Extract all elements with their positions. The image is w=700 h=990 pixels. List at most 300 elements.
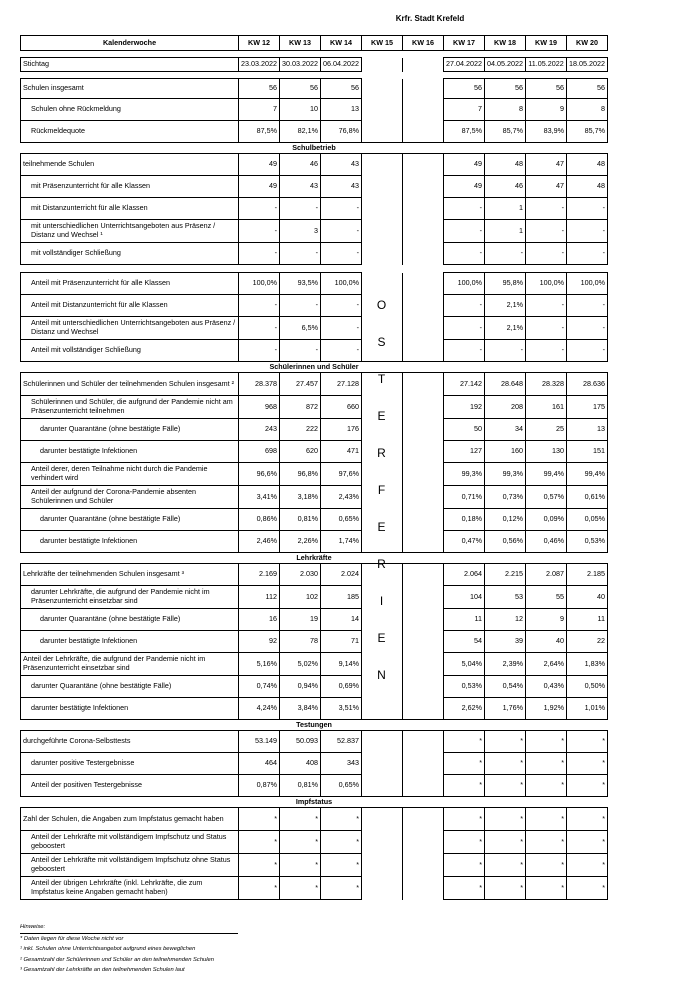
table-row (21, 463, 608, 486)
spacer-cell (526, 51, 567, 58)
value-cell: 2,62% (444, 698, 485, 720)
table-row (21, 220, 608, 243)
holiday-cell (403, 273, 444, 295)
value-cell: * (567, 775, 608, 797)
value-cell: 82,1% (280, 121, 321, 143)
row-label: Anteil der Lehrkräfte, die aufgrund der Pandemie nicht im Präsenzunterricht einsetzbar sind (21, 653, 239, 676)
spacer-cell (21, 51, 239, 58)
value-cell: 54 (444, 631, 485, 653)
table-row (21, 877, 608, 900)
holiday-cell (362, 753, 403, 775)
value-cell: 87,5% (444, 121, 485, 143)
value-cell: 2.024 (321, 564, 362, 586)
stichtag-label: Stichtag (21, 58, 239, 72)
value-cell: 43 (280, 176, 321, 198)
section-title: Schulbetrieb (21, 143, 608, 154)
week-header: KW 19 (526, 36, 567, 51)
weekly-statistics-table (20, 35, 608, 900)
week-header: KW 16 (403, 36, 444, 51)
value-cell: * (485, 731, 526, 753)
value-cell: 40 (526, 631, 567, 653)
value-cell: 0,87% (239, 775, 280, 797)
value-cell: 0,65% (321, 509, 362, 531)
value-cell: * (485, 753, 526, 775)
stichtag-date: 18.05.2022 (567, 58, 608, 72)
table-row (21, 631, 608, 653)
value-cell: 176 (321, 419, 362, 441)
value-cell: * (485, 877, 526, 900)
value-cell: 2,1% (485, 317, 526, 340)
value-cell: 1,83% (567, 653, 608, 676)
value-cell: 408 (280, 753, 321, 775)
holiday-cell (403, 564, 444, 586)
value-cell: 2.087 (526, 564, 567, 586)
value-cell: - (485, 243, 526, 265)
holiday-cell (362, 808, 403, 831)
holiday-letter: E (377, 409, 386, 423)
value-cell: - (239, 198, 280, 220)
table-row (21, 79, 608, 99)
value-cell: 185 (321, 586, 362, 609)
value-cell: 2,64% (526, 653, 567, 676)
stichtag-date: 27.04.2022 (444, 58, 485, 72)
value-cell: 160 (485, 441, 526, 463)
spacer-cell (567, 265, 608, 273)
table-row (21, 373, 608, 396)
row-label: darunter Quarantäne (ohne bestätigte Fälle) (21, 509, 239, 531)
spacer-cell (485, 51, 526, 58)
spacer-cell (567, 51, 608, 58)
value-cell: 28.328 (526, 373, 567, 396)
section-title: Testungen (21, 720, 608, 731)
value-cell: 3,51% (321, 698, 362, 720)
value-cell: 83,9% (526, 121, 567, 143)
value-cell: * (485, 831, 526, 854)
spacer-cell (403, 51, 444, 58)
value-cell: * (321, 877, 362, 900)
spacer-cell (362, 51, 403, 58)
week-header: KW 20 (567, 36, 608, 51)
holiday-letter: I (379, 594, 384, 608)
holiday-cell (403, 154, 444, 176)
value-cell: 56 (239, 79, 280, 99)
holiday-cell (403, 121, 444, 143)
value-cell: * (239, 831, 280, 854)
holiday-letter: S (377, 335, 386, 349)
spacer-cell (280, 51, 321, 58)
value-cell: 12 (485, 609, 526, 631)
spacer-row (21, 72, 608, 79)
row-label: Anteil mit unterschiedlichen Unterrichtsangeboten aus Präsenz / Distanz und Wechsel (21, 317, 239, 340)
value-cell: 151 (567, 441, 608, 463)
holiday-cell (362, 198, 403, 220)
table-row (21, 831, 608, 854)
value-cell: * (280, 877, 321, 900)
header-label: Kalenderwoche (21, 36, 239, 51)
value-cell: - (444, 198, 485, 220)
value-cell: 48 (567, 176, 608, 198)
value-cell: 127 (444, 441, 485, 463)
row-label: mit Distanzunterricht für alle Klassen (21, 198, 239, 220)
stichtag-date: 30.03.2022 (280, 58, 321, 72)
table-row (21, 340, 608, 362)
value-cell: 27.457 (280, 373, 321, 396)
row-label: Anteil mit vollständiger Schließung (21, 340, 239, 362)
row-label: Anteil der Lehrkräfte mit vollständigem Impfschutz ohne Status geboostert (21, 854, 239, 877)
table-row (21, 295, 608, 317)
spacer-cell (526, 72, 567, 79)
value-cell: * (444, 854, 485, 877)
value-cell: - (526, 340, 567, 362)
value-cell: 99,3% (485, 463, 526, 486)
value-cell: 8 (485, 99, 526, 121)
value-cell: 56 (444, 79, 485, 99)
value-cell: - (280, 295, 321, 317)
value-cell: 87,5% (239, 121, 280, 143)
holiday-column-kw15 (362, 58, 403, 72)
value-cell: * (485, 775, 526, 797)
value-cell: 208 (485, 396, 526, 419)
spacer-cell (239, 51, 280, 58)
table-row (21, 441, 608, 463)
value-cell: 471 (321, 441, 362, 463)
note-item: ³ Gesamtzahl der Lehrkräfte an den teilnehmenden Schulen laut (20, 967, 185, 973)
value-cell: 5,04% (444, 653, 485, 676)
value-cell: - (567, 243, 608, 265)
value-cell: * (280, 831, 321, 854)
value-cell: * (239, 808, 280, 831)
value-cell: 660 (321, 396, 362, 419)
row-label: Rückmeldequote (21, 121, 239, 143)
value-cell: 0,46% (526, 531, 567, 553)
value-cell: 0,74% (239, 676, 280, 698)
spacer-cell (21, 265, 239, 273)
spacer-cell (321, 51, 362, 58)
value-cell: 222 (280, 419, 321, 441)
row-label: darunter Quarantäne (ohne bestätigte Fälle) (21, 419, 239, 441)
value-cell: - (239, 317, 280, 340)
value-cell: * (444, 731, 485, 753)
value-cell: 1,74% (321, 531, 362, 553)
value-cell: 2.064 (444, 564, 485, 586)
table-row (21, 176, 608, 198)
value-cell: * (321, 854, 362, 877)
section-header-row (21, 553, 608, 564)
value-cell: 48 (485, 154, 526, 176)
value-cell: 49 (444, 154, 485, 176)
spacer-cell (403, 72, 444, 79)
value-cell: 27.142 (444, 373, 485, 396)
holiday-cell (362, 877, 403, 900)
spacer-cell (362, 265, 403, 273)
row-label: mit Präsenzunterricht für alle Klassen (21, 176, 239, 198)
spacer-row (21, 265, 608, 273)
value-cell: 7 (239, 99, 280, 121)
holiday-cell (362, 176, 403, 198)
value-cell: 100,0% (526, 273, 567, 295)
value-cell: * (567, 831, 608, 854)
table-row (21, 486, 608, 509)
spacer-cell (444, 265, 485, 273)
value-cell: - (526, 317, 567, 340)
table-row (21, 698, 608, 720)
row-label: darunter bestätigte Infektionen (21, 441, 239, 463)
spacer-cell (444, 72, 485, 79)
value-cell: - (567, 220, 608, 243)
value-cell: 3,84% (280, 698, 321, 720)
holiday-cell (403, 373, 444, 396)
holiday-cell (403, 698, 444, 720)
value-cell: 27.128 (321, 373, 362, 396)
holiday-cell (403, 831, 444, 854)
value-cell: 0,53% (567, 531, 608, 553)
value-cell: * (567, 753, 608, 775)
value-cell: 161 (526, 396, 567, 419)
week-header: KW 12 (239, 36, 280, 51)
table-row (21, 808, 608, 831)
value-cell: 0,18% (444, 509, 485, 531)
holiday-letter: E (377, 631, 386, 645)
table-row (21, 273, 608, 295)
value-cell: - (239, 295, 280, 317)
value-cell: * (567, 854, 608, 877)
spacer-cell (280, 72, 321, 79)
holiday-cell (403, 877, 444, 900)
table-row (21, 243, 608, 265)
holiday-cell (403, 753, 444, 775)
holiday-cell (403, 854, 444, 877)
value-cell: 130 (526, 441, 567, 463)
value-cell: 49 (239, 154, 280, 176)
value-cell: 0,86% (239, 509, 280, 531)
value-cell: - (321, 295, 362, 317)
value-cell: * (444, 753, 485, 775)
value-cell: 0,05% (567, 509, 608, 531)
section-title: Schülerinnen und Schüler (21, 362, 608, 373)
value-cell: * (239, 877, 280, 900)
holiday-cell (403, 509, 444, 531)
holiday-cell (362, 154, 403, 176)
value-cell: 92 (239, 631, 280, 653)
value-cell: 0,81% (280, 509, 321, 531)
table-row (21, 676, 608, 698)
value-cell: 99,4% (526, 463, 567, 486)
value-cell: 40 (567, 586, 608, 609)
value-cell: 50.093 (280, 731, 321, 753)
value-cell: 698 (239, 441, 280, 463)
row-label: Schülerinnen und Schüler, die aufgrund der Pandemie nicht am Präsenzunterricht teilnehmen (21, 396, 239, 419)
value-cell: * (526, 775, 567, 797)
holiday-cell (403, 631, 444, 653)
value-cell: * (280, 808, 321, 831)
holiday-letter: R (377, 557, 386, 571)
value-cell: 2.215 (485, 564, 526, 586)
value-cell: 78 (280, 631, 321, 653)
value-cell: 0,73% (485, 486, 526, 509)
holiday-cell (362, 79, 403, 99)
value-cell: - (239, 220, 280, 243)
notes-heading: Hinweise: (20, 922, 238, 934)
value-cell: 0,53% (444, 676, 485, 698)
spacer-cell (321, 72, 362, 79)
value-cell: 0,94% (280, 676, 321, 698)
table-row (21, 854, 608, 877)
value-cell: 10 (280, 99, 321, 121)
value-cell: 28.648 (485, 373, 526, 396)
value-cell: - (280, 198, 321, 220)
value-cell: 85,7% (567, 121, 608, 143)
value-cell: 0,57% (526, 486, 567, 509)
spacer-cell (280, 265, 321, 273)
row-label: darunter bestätigte Infektionen (21, 531, 239, 553)
table-row (21, 586, 608, 609)
value-cell: 4,24% (239, 698, 280, 720)
section-header-row (21, 797, 608, 808)
value-cell: * (567, 731, 608, 753)
holiday-cell (362, 220, 403, 243)
value-cell: 104 (444, 586, 485, 609)
value-cell: 7 (444, 99, 485, 121)
value-cell: 620 (280, 441, 321, 463)
header-row (21, 36, 608, 51)
value-cell: 0,56% (485, 531, 526, 553)
spacer-cell (239, 72, 280, 79)
value-cell: * (485, 808, 526, 831)
holiday-letter: F (377, 483, 386, 497)
value-cell: 28.378 (239, 373, 280, 396)
value-cell: - (444, 243, 485, 265)
value-cell: 14 (321, 609, 362, 631)
value-cell: 5,16% (239, 653, 280, 676)
value-cell: 97,6% (321, 463, 362, 486)
value-cell: 56 (280, 79, 321, 99)
table-row (21, 154, 608, 176)
row-label: Lehrkräfte der teilnehmenden Schulen insgesamt ³ (21, 564, 239, 586)
value-cell: 6,5% (280, 317, 321, 340)
table-row (21, 653, 608, 676)
value-cell: - (239, 340, 280, 362)
row-label: Anteil der aufgrund der Corona-Pandemie absenten Schülerinnen und Schüler (21, 486, 239, 509)
value-cell: - (321, 220, 362, 243)
week-header: KW 14 (321, 36, 362, 51)
spacer-cell (403, 265, 444, 273)
value-cell: 464 (239, 753, 280, 775)
value-cell: 0,43% (526, 676, 567, 698)
value-cell: 0,54% (485, 676, 526, 698)
value-cell: 343 (321, 753, 362, 775)
value-cell: 50 (444, 419, 485, 441)
holiday-cell (403, 775, 444, 797)
value-cell: 96,8% (280, 463, 321, 486)
row-label: darunter Quarantäne (ohne bestätigte Fälle) (21, 676, 239, 698)
spacer-cell (485, 72, 526, 79)
value-cell: * (444, 831, 485, 854)
value-cell: 85,7% (485, 121, 526, 143)
value-cell: 48 (567, 154, 608, 176)
value-cell: 1,76% (485, 698, 526, 720)
value-cell: 22 (567, 631, 608, 653)
value-cell: - (526, 220, 567, 243)
value-cell: - (526, 198, 567, 220)
holiday-cell (362, 775, 403, 797)
value-cell: 43 (321, 176, 362, 198)
spacer-cell (239, 265, 280, 273)
holiday-cell (403, 317, 444, 340)
row-label: durchgeführte Corona-Selbsttests (21, 731, 239, 753)
table-row (21, 419, 608, 441)
value-cell: 93,5% (280, 273, 321, 295)
holiday-cell (403, 731, 444, 753)
holiday-cell (362, 273, 403, 295)
value-cell: 5,02% (280, 653, 321, 676)
value-cell: 56 (567, 79, 608, 99)
note-item: ¹ inkl. Schulen ohne Unterrichtsangebot aufgrund eines beweglichen (20, 946, 196, 952)
value-cell: 16 (239, 609, 280, 631)
value-cell: - (444, 340, 485, 362)
value-cell: - (321, 340, 362, 362)
table-row (21, 731, 608, 753)
spacer-cell (362, 72, 403, 79)
value-cell: * (526, 753, 567, 775)
holiday-cell (403, 340, 444, 362)
value-cell: * (321, 808, 362, 831)
row-label: Schülerinnen und Schüler der teilnehmenden Schulen insgesamt ² (21, 373, 239, 396)
holiday-cell (403, 79, 444, 99)
value-cell: * (526, 854, 567, 877)
section-title: Impfstatus (21, 797, 608, 808)
value-cell: 0,71% (444, 486, 485, 509)
holiday-cell (403, 609, 444, 631)
row-label: teilnehmende Schulen (21, 154, 239, 176)
stichtag-date: 06.04.2022 (321, 58, 362, 72)
value-cell: - (526, 295, 567, 317)
note-item: ² Gesamtzahl der Schülerinnen und Schüler an den teilnehmenden Schulen (20, 956, 214, 963)
value-cell: 19 (280, 609, 321, 631)
value-cell: 192 (444, 396, 485, 419)
section-header-row (21, 720, 608, 731)
section-title: Lehrkräfte (21, 553, 608, 564)
value-cell: * (526, 808, 567, 831)
row-label: darunter bestätigte Infektionen (21, 631, 239, 653)
holiday-cell (403, 586, 444, 609)
holiday-cell (403, 99, 444, 121)
spacer-row (21, 51, 608, 58)
table-row (21, 509, 608, 531)
value-cell: 0,61% (567, 486, 608, 509)
value-cell: 56 (321, 79, 362, 99)
holiday-cell (362, 831, 403, 854)
spacer-cell (526, 265, 567, 273)
holiday-cell (362, 731, 403, 753)
holiday-cell (403, 463, 444, 486)
holiday-letter: O (376, 298, 387, 312)
value-cell: 102 (280, 586, 321, 609)
value-cell: 3 (280, 220, 321, 243)
value-cell: 0,12% (485, 509, 526, 531)
value-cell: 43 (321, 154, 362, 176)
value-cell: 99,4% (567, 463, 608, 486)
holiday-cell (403, 198, 444, 220)
note-item: * Daten liegen für diese Woche nicht vor (20, 935, 124, 942)
value-cell: 2,39% (485, 653, 526, 676)
spacer-cell (567, 72, 608, 79)
holiday-cell (362, 854, 403, 877)
row-label: Anteil der übrigen Lehrkräfte (inkl. Lehrkräfte, die zum Impfstatus keine Angaben gemacht haben) (21, 877, 239, 900)
spacer-cell (444, 51, 485, 58)
holiday-letter: E (377, 520, 386, 534)
row-label: Anteil der positiven Testergebnisse (21, 775, 239, 797)
value-cell: 2.185 (567, 564, 608, 586)
